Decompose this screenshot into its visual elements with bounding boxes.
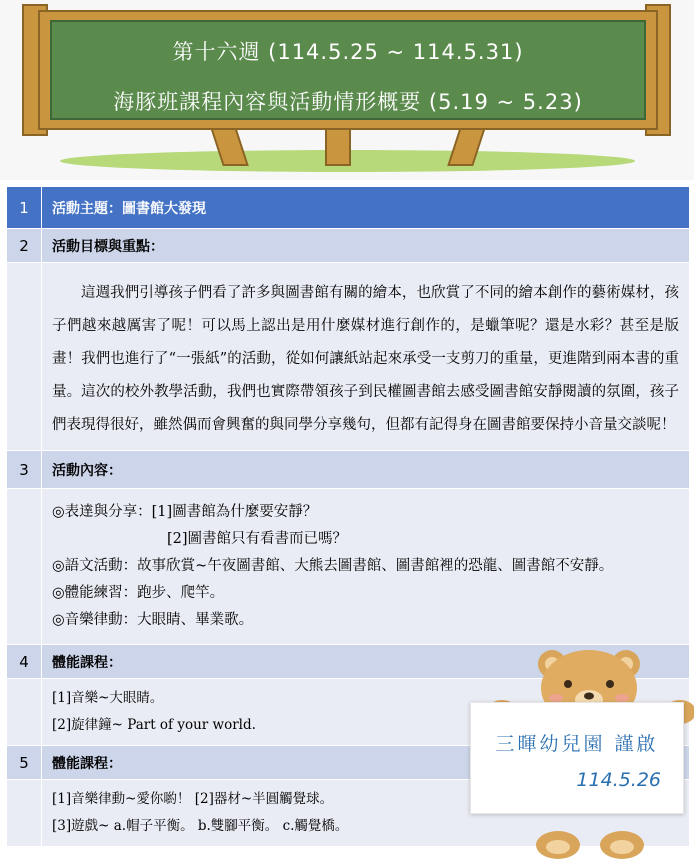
pe-line: [3]遊戲~ a.帽子平衡。 b.雙腳平衡。 c.觸覺橋。: [52, 818, 349, 834]
chalkboard-banner: [0, 0, 694, 180]
pe-line: [2]旋律鐘~ Part of your world.: [52, 717, 256, 733]
banner-title-class: 海豚班課程內容與活動情形概要 (5.19 ~ 5.23): [113, 90, 583, 114]
row-3-header: [7, 451, 690, 489]
row-number: 3: [7, 451, 42, 489]
goals-text: 這週我們引導孩子們看了許多與圖書館有關的繪本，也欣賞了不同的繪本創作的藝術媒材，孩子們越來越厲害了呢！可以馬上認出是用什麼媒材進行創作的，是蠟筆呢？還是水彩？甚至是版畫！我們也進行了“一張紙”的活動，從如何讓紙站起來承受一支剪刀的重量，更進階到兩本書的重量。這次的校外教學活動，我們也實際帶領孩子到民權圖書館去感受圖書館安靜閱讀的氛圍，孩子們表現得很好，雖然偶而會興奮的與同學分享幾句，但都有記得身在圖書館要保持小音量交談呢！: [42, 263, 690, 451]
activity-line: [2]圖書館只有看書而已嗎？: [167, 531, 348, 547]
activity-list: [42, 489, 690, 645]
pe-label: 體能課程：: [42, 746, 690, 780]
activity-label: 活動內容：: [42, 451, 690, 489]
row-number: 1: [7, 187, 42, 229]
activity-line: ◎音樂律動：大眼睛、畢業歌。: [52, 612, 254, 628]
banner-title-week: 第十六週 (114.5.25 ~ 114.5.31): [172, 40, 524, 64]
pe-line: [1]音樂律動~愛你喲！ [2]器材~半圓觸覺球。: [52, 791, 334, 807]
row-3-body: [7, 489, 690, 645]
row-2-body: [7, 263, 690, 451]
pe-line: [1]音樂~大眼睛。: [52, 690, 164, 706]
row-number: 2: [7, 229, 42, 263]
row-number: 4: [7, 645, 42, 679]
activity-line: ◎體能練習：跑步、爬竿。: [52, 585, 225, 601]
pe-label: 體能課程：: [42, 645, 690, 679]
row-2-header: [7, 229, 690, 263]
activity-line: ◎語文活動：故事欣賞~午夜圖書館、大熊去圖書館、圖書館裡的恐龍、圖書館不安靜。: [52, 558, 614, 574]
goals-label: 活動目標與重點：: [42, 229, 690, 263]
row-1-theme: [7, 187, 690, 229]
signature-note: [470, 702, 684, 814]
theme-label: 活動主題：圖書館大發現: [42, 187, 690, 229]
row-number: 5: [7, 746, 42, 780]
signature-school: 三暉幼兒園 謹啟: [495, 733, 659, 755]
signature-date: 114.5.26: [576, 769, 661, 791]
activity-line: ◎表達與分享：[1]圖書館為什麼要安靜？: [52, 504, 318, 520]
